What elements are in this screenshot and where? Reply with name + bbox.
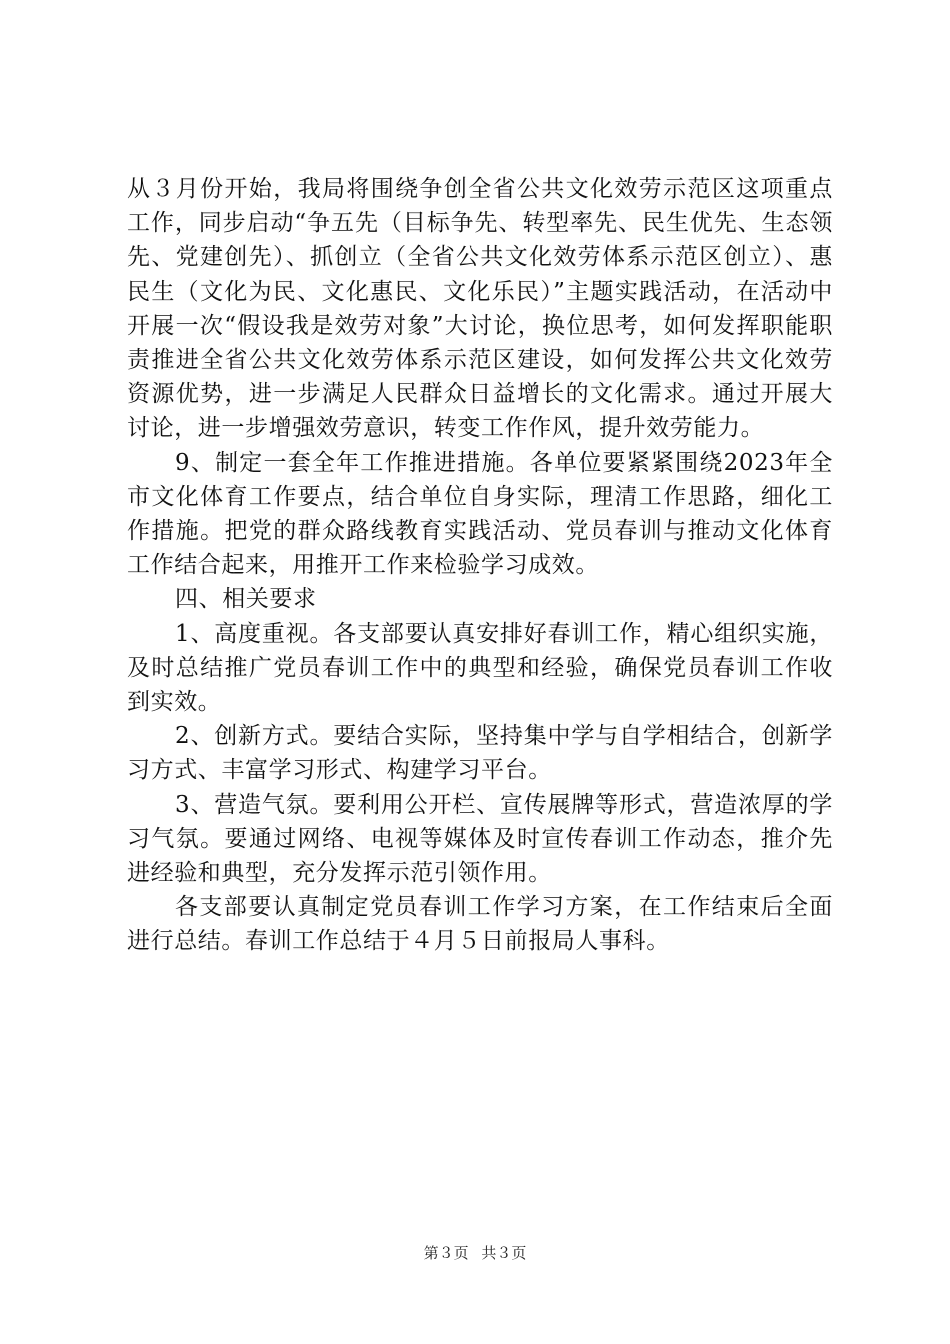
paragraph-intro-activity: 从３月份开始，我局将围绕争创全省公共文化效劳示范区这项重点工作，同步启动“争五先（目标争先、转型率先、民生优先、生态领先、党建创先）、抓创立（全省公共文化效劳体系示范区创立）、惠民生（文化为民、文化惠民、文化乐民）”主题实践活动，在活动中开展一次“假设我是效劳对象”大讨论，换位思考，如何发挥职能职责推进全省公共文化效劳体系示范区建设，如何发挥公共文化效劳资源优势，进一步满足人民群众日益增长的文化需求。通过开展大讨论，进一步增强效劳意识，转变工作作风，提升效劳能力。 xyxy=(127,176,833,442)
document-body xyxy=(127,172,833,959)
paragraph-requirement-1: 1、高度重视。各支部要认真安排好春训工作，精心组织实施，及时总结推广党员春训工作中的典型和经验，确保党员春训工作收到实效。 xyxy=(127,620,833,716)
paragraph-closing: 各支部要认真制定党员春训工作学习方案，在工作结束后全面进行总结。春训工作总结于４月５日前报局人事科。 xyxy=(127,894,833,955)
paragraph-requirement-2: 2、创新方式。要结合实际，坚持集中学与自学相结合，创新学习方式、丰富学习形式、构建学习平台。 xyxy=(127,723,833,784)
paragraph-item-9: 9、制定一套全年工作推进措施。各单位要紧紧围绕2023年全市文化体育工作要点，结合单位自身实际，理清工作思路，细化工作措施。把党的群众路线教育实践活动、党员春训与推动文化体育工作结合起来，用推开工作来检验学习成效。 xyxy=(127,449,833,579)
page-total: 共３页 xyxy=(481,1244,527,1262)
paragraph-requirement-3: 3、营造气氛。要利用公开栏、宣传展牌等形式，营造浓厚的学习气氛。要通过网络、电视等媒体及时宣传春训工作动态，推介先进经验和典型，充分发挥示范引领作用。 xyxy=(127,791,833,887)
section-heading-requirements: 四、相关要求 xyxy=(175,586,317,613)
page-footer xyxy=(0,1243,950,1263)
page-number: 第３页 xyxy=(423,1244,469,1262)
